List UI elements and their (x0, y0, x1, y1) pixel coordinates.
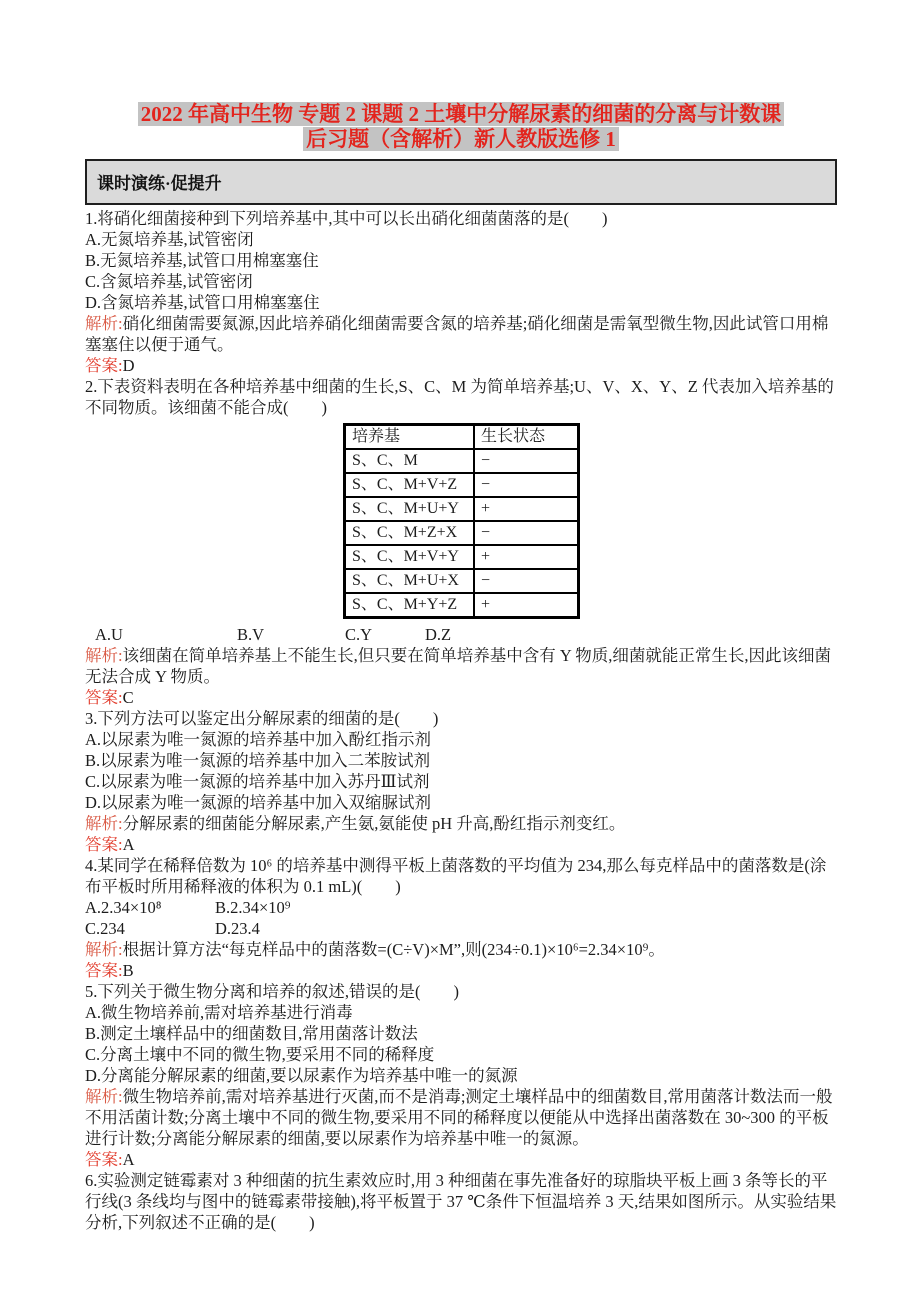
answer-text: D (122, 356, 135, 375)
table-row (345, 593, 579, 618)
question-3-analysis (85, 813, 837, 834)
growth-table-header-state: 生长状态 (474, 425, 579, 450)
question-4-analysis (85, 939, 837, 960)
medium-cell: S、C、M+U+Y (345, 497, 475, 521)
question-1-answer (85, 355, 837, 376)
question-1-option-d: D.含氮培养基,试管口用棉塞塞住 (85, 293, 320, 312)
section-header-bar (85, 159, 837, 205)
page-title-line2 (85, 127, 837, 152)
question-2-option-b: B.V (237, 625, 265, 644)
question-2 (85, 376, 837, 708)
medium-cell: S、C、M+Z+X (345, 521, 475, 545)
growth-cell: + (474, 545, 579, 569)
question-1 (85, 208, 837, 376)
question-4-option-a: A.2.34×10⁸ (85, 898, 162, 917)
question-6-stem: 6.实验测定链霉素对 3 种细菌的抗生素效应时,用 3 种细菌在事先准备好的琼脂块平板上画 3 条等长的平行线(3 条线均与图中的链霉素带接触),将平板置于 37 ℃条件下恒温培养 3 天,结果如图所示。从实验结果分析,下列叙述不正确的是( ) (85, 1171, 837, 1232)
question-4-options-row1 (85, 897, 837, 918)
question-5 (85, 981, 837, 1170)
analysis-text: 微生物培养前,需对培养基进行灭菌,而不是消毒;测定土壤样品中的细菌数目,常用菌落计数法而一般不用活菌计数;分离土壤中不同的微生物,要采用不同的稀释度以便能从中选择出菌落数在 30~300 的平板进行计数;分离能分解尿素的细菌,要以尿素作为培养基中唯一的氮源。 (85, 1087, 833, 1148)
question-1-option-b: B.无氮培养基,试管口用棉塞塞住 (85, 251, 319, 270)
question-5-stem: 5.下列关于微生物分离和培养的叙述,错误的是( ) (85, 982, 459, 1001)
question-4-options-row2 (85, 918, 837, 939)
growth-table-header-row (345, 425, 579, 450)
page-title-line1 (85, 102, 837, 127)
growth-cell: + (474, 593, 579, 618)
question-5-analysis (85, 1086, 837, 1149)
table-row (345, 545, 579, 569)
page-title-line2-text: 后习题（含解析）新人教版选修 1 (303, 127, 619, 151)
answer-text: B (122, 961, 134, 980)
analysis-label: 解析: (85, 814, 123, 833)
growth-cell: − (474, 569, 579, 593)
question-4-stem: 4.某同学在稀释倍数为 10⁶ 的培养基中测得平板上菌落数的平均值为 234,那么每克样品中的菌落数是(涂布平板时所用稀释液的体积为 0.1 mL)( ) (85, 856, 827, 896)
answer-label: 答案: (85, 835, 123, 854)
analysis-text: 硝化细菌需要氮源,因此培养硝化细菌需要含氮的培养基;硝化细菌是需氧型微生物,因此试管口用棉塞塞住以便于通气。 (85, 314, 829, 354)
table-row (345, 497, 579, 521)
answer-text: A (122, 835, 135, 854)
question-2-option-c: C.Y (345, 625, 373, 644)
table-row (345, 449, 579, 473)
question-5-option-c: C.分离土壤中不同的微生物,要采用不同的稀释度 (85, 1045, 435, 1064)
analysis-text: 该细菌在简单培养基上不能生长,但只要在简单培养基中含有 Y 物质,细菌就能正常生长,因此该细菌无法合成 Y 物质。 (85, 646, 832, 686)
growth-cell: − (474, 521, 579, 545)
question-1-stem: 1.将硝化细菌接种到下列培养基中,其中可以长出硝化细菌菌落的是( ) (85, 209, 608, 228)
question-5-option-b: B.测定土壤样品中的细菌数目,常用菌落计数法 (85, 1024, 418, 1043)
question-3-option-a: A.以尿素为唯一氮源的培养基中加入酚红指示剂 (85, 730, 432, 749)
question-5-answer (85, 1149, 837, 1170)
question-2-analysis (85, 645, 837, 687)
medium-cell: S、C、M (345, 449, 475, 473)
page-content (85, 102, 837, 1233)
question-2-option-d: D.Z (425, 625, 452, 644)
question-4 (85, 855, 837, 981)
section-header-label: 课时演练·促提升 (97, 174, 222, 193)
question-5-option-a: A.微生物培养前,需对培养基进行消毒 (85, 1003, 353, 1022)
medium-cell: S、C、M+V+Y (345, 545, 475, 569)
question-2-answer (85, 687, 837, 708)
analysis-label: 解析: (85, 646, 123, 665)
question-2-stem: 2.下表资料表明在各种培养基中细菌的生长,S、C、M 为简单培养基;U、V、X、Y、Z 代表加入培养基的不同物质。该细菌不能合成( ) (85, 377, 834, 417)
growth-cell: − (474, 473, 579, 497)
answer-text: C (122, 688, 134, 707)
question-3-option-d: D.以尿素为唯一氮源的培养基中加入双缩脲试剂 (85, 793, 432, 812)
medium-cell: S、C、M+Y+Z (345, 593, 475, 618)
question-4-answer (85, 960, 837, 981)
analysis-text: 分解尿素的细菌能分解尿素,产生氨,氨能使 pH 升高,酚红指示剂变红。 (122, 814, 626, 833)
question-2-options-row (85, 624, 837, 645)
question-3 (85, 708, 837, 855)
answer-text: A (122, 1150, 135, 1169)
question-3-option-c: C.以尿素为唯一氮源的培养基中加入苏丹Ⅲ试剂 (85, 772, 430, 791)
question-6 (85, 1170, 837, 1233)
medium-cell: S、C、M+V+Z (345, 473, 475, 497)
question-1-option-a: A.无氮培养基,试管密闭 (85, 230, 254, 249)
page-title (85, 102, 837, 152)
medium-cell: S、C、M+U+X (345, 569, 475, 593)
question-2-option-a: A.U (95, 625, 123, 644)
questions-body (85, 208, 837, 1233)
growth-cell: + (474, 497, 579, 521)
table-row (345, 569, 579, 593)
growth-cell: − (474, 449, 579, 473)
analysis-label: 解析: (85, 1087, 123, 1106)
question-5-option-d: D.分离能分解尿素的细菌,要以尿素作为培养基中唯一的氮源 (85, 1066, 518, 1085)
answer-label: 答案: (85, 961, 123, 980)
question-1-option-c: C.含氮培养基,试管密闭 (85, 272, 253, 291)
question-4-option-b: B.2.34×10⁹ (215, 898, 291, 917)
analysis-label: 解析: (85, 314, 123, 333)
growth-table (343, 423, 580, 619)
growth-table-header-medium: 培养基 (345, 425, 475, 450)
question-1-analysis (85, 313, 837, 355)
answer-label: 答案: (85, 356, 123, 375)
question-3-option-b: B.以尿素为唯一氮源的培养基中加入二苯胺试剂 (85, 751, 431, 770)
analysis-label: 解析: (85, 940, 123, 959)
question-3-stem: 3.下列方法可以鉴定出分解尿素的细菌的是( ) (85, 709, 439, 728)
table-row (345, 521, 579, 545)
analysis-text: 根据计算方法“每克样品中的菌落数=(C÷V)×M”,则(234÷0.1)×10⁶=2.34×10⁹。 (122, 940, 665, 959)
question-4-option-d: D.23.4 (215, 919, 260, 938)
table-row (345, 473, 579, 497)
answer-label: 答案: (85, 688, 123, 707)
question-4-option-c: C.234 (85, 919, 125, 938)
answer-label: 答案: (85, 1150, 123, 1169)
page-title-line1-text: 2022 年高中生物 专题 2 课题 2 土壤中分解尿素的细菌的分离与计数课 (138, 102, 785, 126)
question-3-answer (85, 834, 837, 855)
